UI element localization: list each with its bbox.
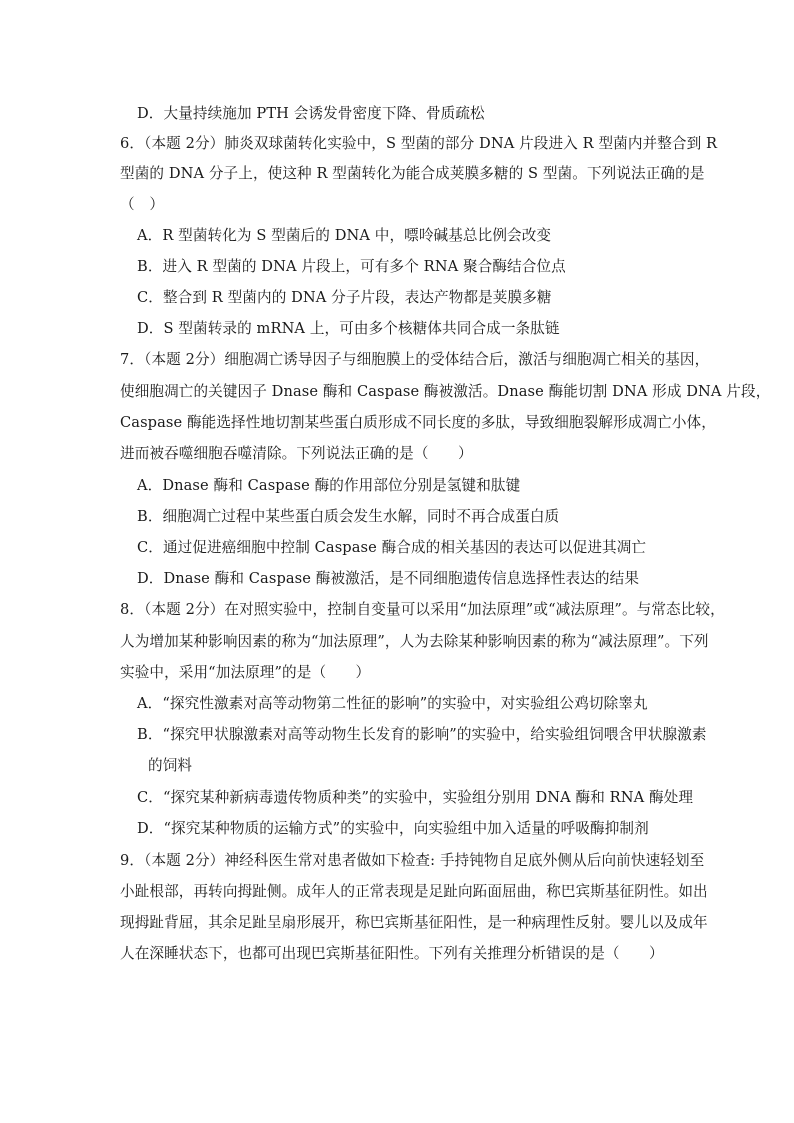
q9-stem-line: 小趾根部，再转向拇趾侧。成年人的正常表现是足趾向跖面屈曲，称巴宾斯基征阴性。如出 — [120, 883, 708, 900]
q7-stem-line: Caspase 酶能选择性地切割某些蛋白质形成不同长度的多肽，导致细胞裂解形成凋亡小体， — [120, 414, 716, 431]
q6-stem-line: （ ） — [120, 196, 165, 213]
q6-stem-line: 6．（本题 2分）肺炎双球菌转化实验中，S 型菌的部分 DNA 片段进入 R 型菌内并整合到 R — [120, 135, 718, 152]
q6-option-d: D．S 型菌转录的 mRNA 上，可由多个核糖体共同合成一条肽链 — [137, 320, 560, 337]
q8-stem-line: 人为增加某种影响因素的称为“加法原理”，人为去除某种影响因素的称为“减法原理”。下列 — [120, 633, 709, 650]
q7-stem-line: 7．（本题 2分）细胞凋亡诱导因子与细胞膜上的受体结合后，激活与细胞凋亡相关的基因， — [120, 351, 710, 368]
q6-option-c: C．整合到 R 型菌内的 DNA 分子片段，表达产物都是荚膜多糖 — [137, 289, 552, 306]
q7-stem-line: 进而被吞噬细胞吞噬清除。下列说法正确的是（ ） — [120, 445, 473, 462]
q8-option-b: B．“探究甲状腺激素对高等动物生长发育的影响”的实验中，给实验组饲喂含甲状腺激素 — [137, 726, 707, 743]
q8-option-b-continued: 的饲料 — [148, 757, 193, 774]
q9-stem-line: 9．（本题 2分）神经科医生常对患者做如下检查: 手持钝物自足底外侧从后向前快速轻划至 — [120, 852, 705, 869]
q8-stem-line: 8．（本题 2分）在对照实验中，控制自变量可以采用“加法原理”或“减法原理”。与常态比较， — [120, 601, 725, 618]
q6-stem-line: 型菌的 DNA 分子上，使这种 R 型菌转化为能合成荚膜多糖的 S 型菌。下列说法正确的是 — [120, 165, 705, 182]
q5-option-d: D．大量持续施加 PTH 会诱发骨密度下降、骨质疏松 — [137, 105, 485, 122]
q7-option-a: A．Dnase 酶和 Caspase 酶的作用部位分别是氢键和肽键 — [137, 477, 521, 494]
q7-stem-line: 使细胞凋亡的关键因子 Dnase 酶和 Caspase 酶被激活。Dnase 酶能切割 DNA 形成 DNA 片段， — [120, 383, 771, 400]
q8-stem-line: 实验中，采用“加法原理”的是（ ） — [120, 664, 371, 681]
q6-option-a: A．R 型菌转化为 S 型菌后的 DNA 中，嘌呤碱基总比例会改变 — [137, 227, 552, 244]
q9-stem-line: 现拇趾背屈，其余足趾呈扇形展开，称巴宾斯基征阳性，是一种病理性反射。婴儿以及成年 — [120, 914, 708, 931]
q9-stem-line: 人在深睡状态下，也都可出现巴宾斯基征阳性。下列有关推理分析错误的是（ ） — [120, 945, 664, 962]
q8-option-a: A．“探究性激素对高等动物第二性征的影响”的实验中，对实验组公鸡切除睾丸 — [137, 695, 648, 712]
q7-option-c: C．通过促进癌细胞中控制 Caspase 酶合成的相关基因的表达可以促进其凋亡 — [137, 539, 647, 556]
q6-option-b: B．进入 R 型菌的 DNA 片段上，可有多个 RNA 聚合酶结合位点 — [137, 258, 566, 275]
q7-option-d: D．Dnase 酶和 Caspase 酶被激活，是不同细胞遗传信息选择性表达的结果 — [137, 570, 640, 587]
q7-option-b: B．细胞凋亡过程中某些蛋白质会发生水解，同时不再合成蛋白质 — [137, 508, 560, 525]
q8-option-c: C．“探究某种新病毒遗传物质种类”的实验中，实验组分别用 DNA 酶和 RNA 酶处理 — [137, 789, 694, 806]
q8-option-d: D．“探究某种物质的运输方式”的实验中，向实验组中加入适量的呼吸酶抑制剂 — [137, 820, 649, 837]
